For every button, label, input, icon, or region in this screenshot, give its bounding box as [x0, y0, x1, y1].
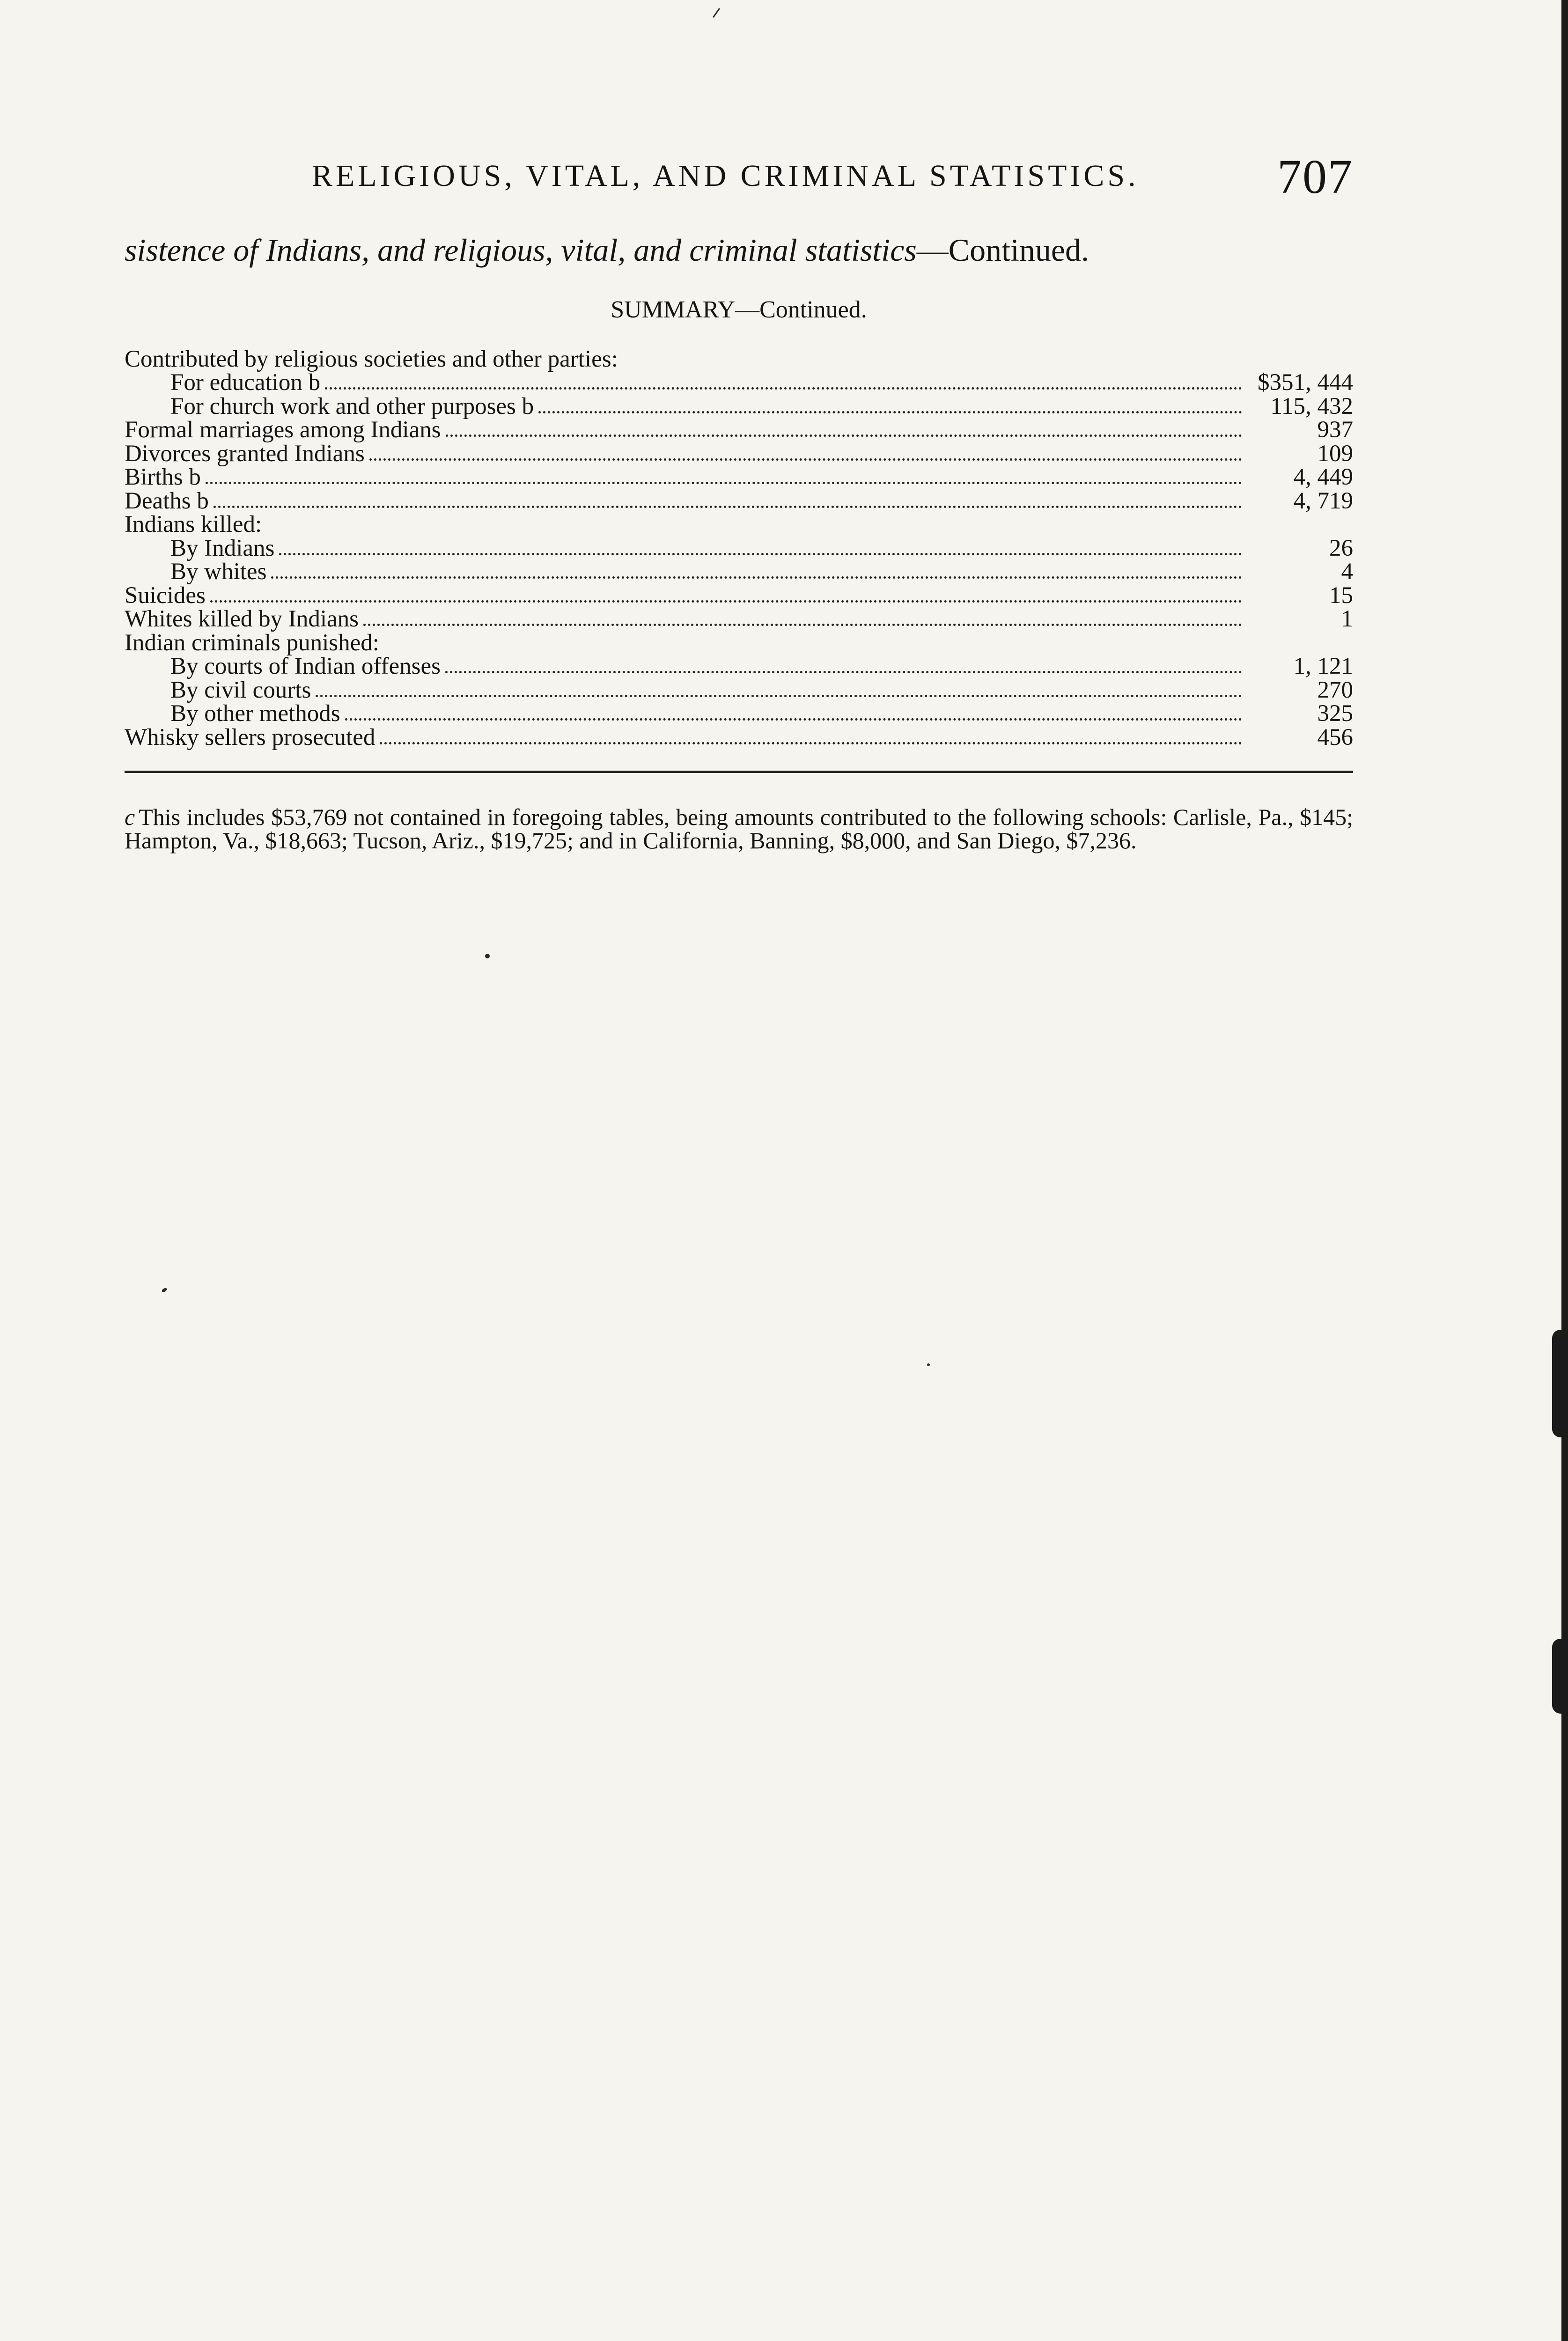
summary-row-value: 4 — [1341, 559, 1353, 585]
summary-row-label-wrap — [125, 371, 1248, 394]
dot-leader — [369, 458, 1242, 461]
summary-row-label: By civil courts — [170, 677, 311, 703]
summary-row-label: For church work and other purposes b — [170, 393, 534, 420]
dot-leader — [345, 718, 1242, 721]
summary-row-label: Births b — [125, 464, 201, 490]
summary-row-label: By whites — [170, 559, 267, 585]
scan-speck — [485, 954, 490, 958]
summary-row-label-wrap — [125, 465, 1248, 489]
summary-row-label: Whites killed by Indians — [125, 606, 359, 632]
dot-leader — [325, 387, 1242, 390]
summary-row-label: By courts of Indian offenses — [170, 653, 441, 679]
footnote-text: This includes $53,769 not contained in foregoing tables, being amounts contributed to the following schools: Carlisle, Pa., $145; Hampton, Va., $18,663; Tucson, Ariz., $19,725; and in California, Banning, $8,000, and San Diego, $7,236. — [125, 804, 1353, 854]
summary-row-value: 1 — [1341, 606, 1353, 632]
summary-row — [125, 607, 1353, 631]
dot-leader — [445, 671, 1242, 673]
scan-page-edge-bulge — [1552, 1639, 1568, 1714]
summary-row-label-wrap — [125, 395, 1248, 418]
scan-page-edge — [1561, 0, 1568, 2341]
summary-row — [125, 702, 1353, 726]
summary-row-label-wrap — [125, 513, 1248, 536]
summary-row-label: Divorces granted Indians — [125, 440, 365, 467]
summary-row-label-wrap — [125, 489, 1248, 513]
summary-row-label: Formal marriages among Indians — [125, 417, 441, 443]
summary-row-value: 15 — [1329, 582, 1353, 609]
page-number: 707 — [1277, 150, 1353, 204]
summary-row-value: 4, 449 — [1293, 464, 1353, 490]
dot-leader — [271, 576, 1242, 579]
summary-row-label-wrap — [125, 607, 1248, 631]
dot-leader — [316, 695, 1242, 697]
summary-row-label-wrap — [125, 584, 1248, 607]
summary-row — [125, 560, 1353, 584]
summary-row — [125, 347, 1353, 371]
summary-row-value: 270 — [1317, 677, 1353, 703]
summary-row — [125, 418, 1353, 442]
dot-leader — [380, 742, 1242, 744]
summary-row-value: 325 — [1317, 700, 1353, 727]
summary-row-label: Contributed by religious societies and other parties: — [125, 346, 618, 372]
summary-row — [125, 655, 1353, 678]
continued-table-heading — [125, 232, 1351, 269]
summary-row-value: 26 — [1329, 535, 1353, 561]
summary-row-value: 109 — [1317, 440, 1353, 467]
summary-row-label: Indian criminals punished: — [125, 629, 379, 656]
summary-row-label-wrap — [125, 442, 1248, 465]
summary-row — [125, 678, 1353, 702]
dot-leader — [446, 434, 1242, 437]
running-header — [125, 150, 1353, 204]
footnote-divider — [125, 771, 1353, 773]
scan-speck — [927, 1363, 930, 1366]
summary-row-value: 1, 121 — [1293, 653, 1353, 679]
dot-leader — [210, 600, 1242, 603]
summary-row-label-wrap — [125, 702, 1248, 725]
summary-table — [125, 347, 1353, 749]
summary-row-label: Deaths b — [125, 487, 209, 514]
scan-speck — [713, 8, 720, 18]
summary-row-value: 937 — [1317, 417, 1353, 443]
summary-title: SUMMARY—Continued. — [611, 296, 867, 323]
summary-row — [125, 536, 1353, 560]
summary-row-value: 456 — [1317, 724, 1353, 751]
summary-row-label: By Indians — [170, 535, 275, 561]
footnote-mark: c — [125, 804, 135, 830]
summary-row-value: 115, 432 — [1270, 393, 1353, 420]
summary-row-label-wrap — [125, 631, 1248, 655]
summary-row-label-wrap — [125, 560, 1248, 583]
summary-row-label: Suicides — [125, 582, 206, 609]
summary-row — [125, 631, 1353, 655]
scan-speck — [161, 1287, 168, 1293]
summary-row-label-wrap — [125, 537, 1248, 560]
dot-leader — [279, 553, 1242, 555]
dot-leader — [538, 411, 1242, 413]
summary-row-label-wrap — [125, 726, 1248, 749]
summary-row-label: Indians killed: — [125, 511, 262, 537]
summary-row-label-wrap — [125, 678, 1248, 702]
summary-row-value: 4, 719 — [1293, 487, 1353, 514]
running-title: RELIGIOUS, VITAL, AND CRIMINAL STATISTICS. — [312, 159, 1139, 193]
summary-row — [125, 442, 1353, 465]
summary-row-label: Whisky sellers prosecuted — [125, 724, 375, 751]
footnote — [125, 805, 1353, 852]
continued-heading-italic: sistence of Indians, and religious, vital, and criminal statistics — [125, 232, 917, 268]
summary-row — [125, 371, 1353, 395]
summary-row-label: For education b — [170, 369, 321, 396]
summary-row-label-wrap — [125, 655, 1248, 678]
summary-row-value: $351, 444 — [1258, 369, 1353, 396]
summary-row — [125, 513, 1353, 537]
summary-row-label: By other methods — [170, 700, 340, 727]
dot-leader — [363, 624, 1242, 626]
summary-row — [125, 394, 1353, 418]
summary-row — [125, 489, 1353, 513]
summary-row — [125, 465, 1353, 489]
continued-heading-tail: —Continued. — [916, 232, 1090, 268]
dot-leader — [206, 482, 1242, 484]
summary-row-label-wrap — [125, 418, 1248, 442]
dot-leader — [213, 506, 1242, 508]
summary-row — [125, 583, 1353, 607]
scan-page-edge-bulge — [1552, 1330, 1568, 1437]
summary-row-label-wrap — [125, 347, 1248, 371]
summary-row — [125, 725, 1353, 749]
